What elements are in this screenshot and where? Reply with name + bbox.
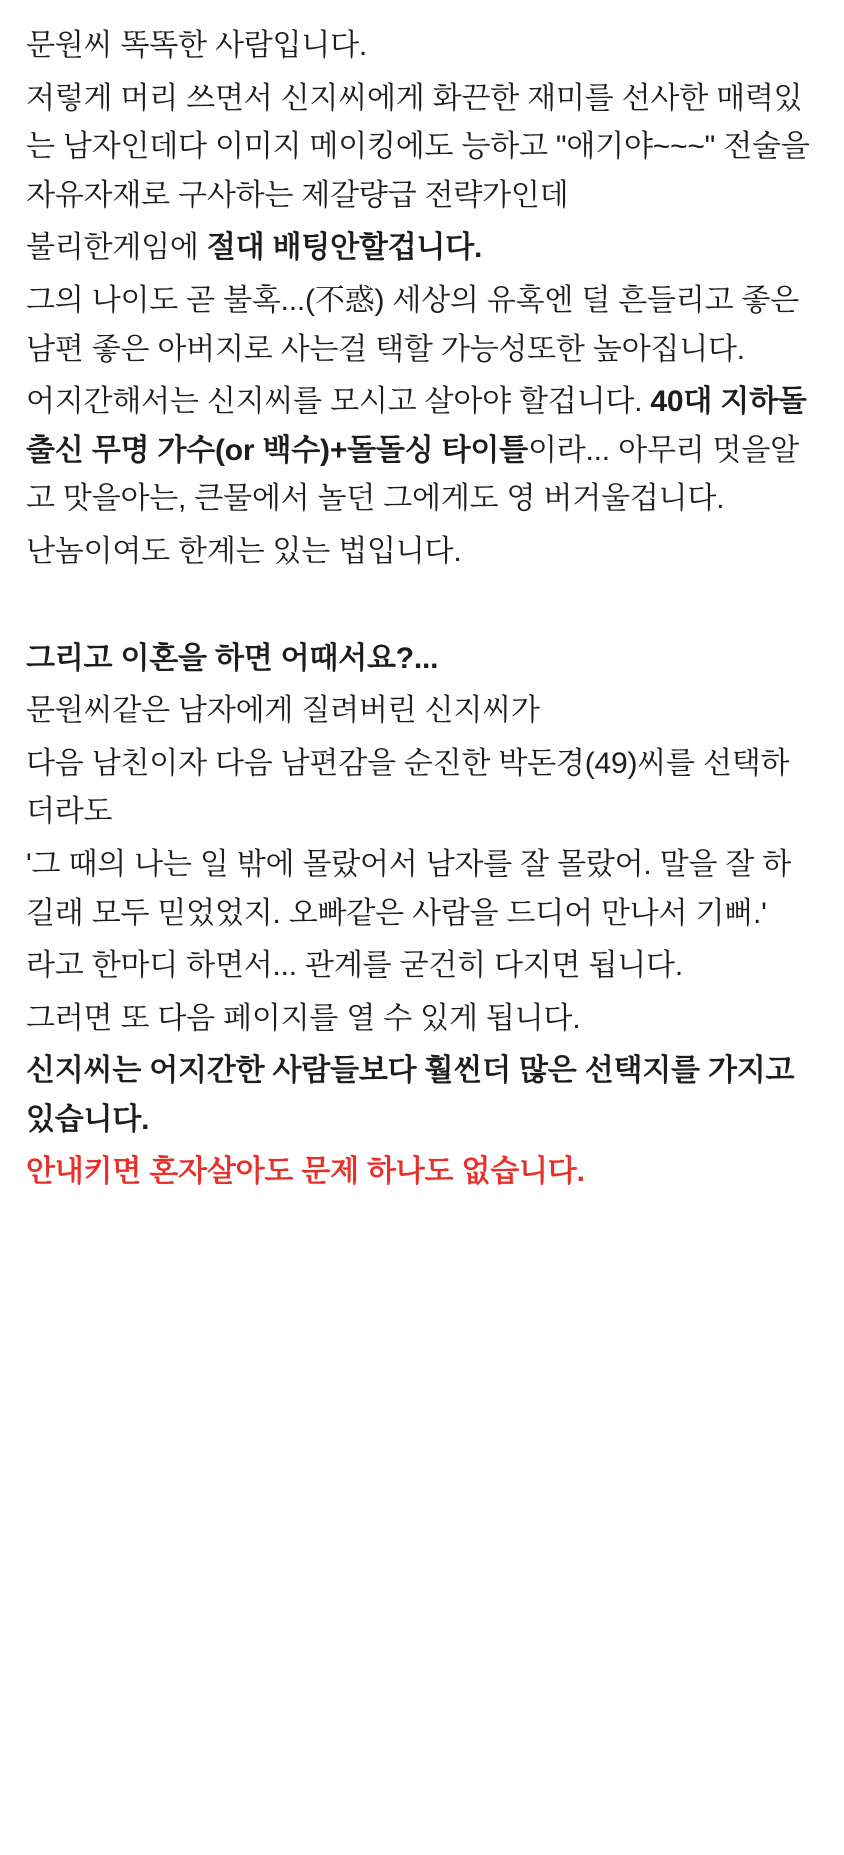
paragraph	[26, 1148, 818, 1197]
bold-text-run: 40대 지하돌출신 무명 가수(or 백수)+돌돌싱 타이틀	[26, 385, 807, 467]
paragraph	[26, 995, 818, 1044]
text-run: 저렇게 머리 쓰면서 신지씨에게 화끈한 재미를 선사한 매력있는 남자인데다 이미지 메이킹에도 능하고 "애기야~~~" 전술을 자유자재로 구사하는 제갈량급 전략가인데	[26, 81, 810, 212]
text-run: 불리한게임에	[26, 231, 207, 265]
bold-text-run: 절대 배팅안할겁니다.	[206, 231, 483, 265]
paragraph	[26, 22, 818, 71]
text-run: 라고 한마디 하면서... 관계를 굳건히 다지면 됩니다.	[26, 949, 683, 983]
paragraph	[26, 277, 818, 374]
text-run: 어지간해서는 신지씨를 모시고 살아야 할겁니다.	[26, 385, 651, 419]
paragraph	[26, 687, 818, 736]
article-body	[26, 22, 818, 1197]
text-run: 난놈이여도 한계는 있는 법입니다.	[26, 534, 462, 568]
text-run: 그의 나이도 곧 불혹...(不惑) 세상의 유혹엔 덜 흔들리고 좋은 남편 좋은 아버지로 사는걸 택할 가능성또한 높아집니다.	[26, 283, 800, 366]
text-run: 문원씨 똑똑한 사람입니다.	[26, 29, 367, 62]
paragraph	[26, 75, 818, 221]
paragraph	[26, 841, 818, 938]
paragraph	[26, 224, 818, 273]
paragraph	[26, 1047, 818, 1144]
text-run: '그 때의 나는 일 밖에 몰랐어서 남자를 잘 몰랐어. 말을 잘 하길래 모두 믿었었지. 오빠같은 사람을 드디어 만나서 기뻐.'	[26, 847, 792, 930]
paragraph	[26, 942, 818, 991]
text-run: 이라... 아무리 멋을알고 맛을아는, 큰물에서 놀던 그에게도 영 버거울겁니다.	[26, 433, 799, 516]
text-run: 다음 남친이자 다음 남편감을 순진한 박돈경(49)씨를 선택하더라도	[26, 746, 790, 829]
paragraph	[26, 740, 818, 837]
bold-text-run: 신지씨는 어지간한 사람들보다 훨씬더 많은 선택지를 가지고있습니다.	[26, 1054, 795, 1136]
text-run: 그러면 또 다음 페이지를 열 수 있게 됩니다.	[26, 1001, 581, 1035]
text-run: 문원씨같은 남자에게 질려버린 신지씨가	[26, 694, 540, 728]
bold-text-run: 그리고 이혼을 하면 어때서요?...	[26, 641, 439, 675]
highlighted-text-run: 안내키면 혼자살아도 문제 하나도 없습니다.	[26, 1155, 585, 1189]
paragraph	[26, 528, 818, 577]
paragraph	[26, 635, 818, 684]
paragraph	[26, 378, 818, 524]
